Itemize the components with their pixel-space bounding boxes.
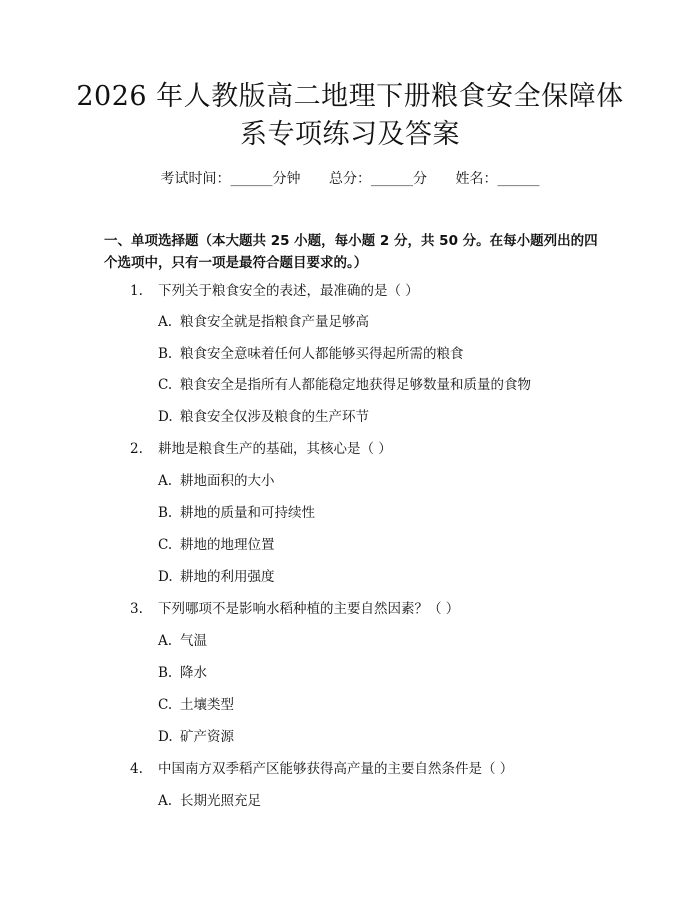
option-letter: A. xyxy=(158,314,173,330)
question-2-option-c xyxy=(158,536,275,554)
option-letter: D. xyxy=(158,569,173,585)
option-letter: B. xyxy=(158,665,173,681)
option-text: 粮食安全是指所有人都能稳定地获得足够数量和质量的食物 xyxy=(180,377,531,393)
question-text: 下列关于粮食安全的表述，最准确的是（ ） xyxy=(158,283,419,299)
option-text: 耕地的质量和可持续性 xyxy=(180,505,315,521)
student-name-field: 姓名：______ xyxy=(455,171,540,187)
question-3-option-a xyxy=(158,632,207,650)
question-number: 1. xyxy=(130,283,143,299)
title-line-1: 2026 年人教版高二地理下册粮食安全保障体 xyxy=(76,81,624,112)
question-1-option-b xyxy=(158,345,464,363)
question-2 xyxy=(130,440,392,458)
section-heading-line-1: 一、单项选择题（本大题共 25 小题，每小题 2 分，共 50 分。在每小题列出的四 xyxy=(104,233,598,249)
option-text: 粮食安全就是指粮食产量足够高 xyxy=(180,314,369,330)
question-number: 2. xyxy=(130,441,143,457)
option-text: 降水 xyxy=(180,665,207,681)
question-3-option-c xyxy=(158,696,234,714)
option-text: 粮食安全仅涉及粮食的生产环节 xyxy=(180,409,369,425)
question-3-option-b xyxy=(158,664,207,682)
option-letter: D. xyxy=(158,409,173,425)
option-letter: C. xyxy=(158,377,173,393)
option-letter: C. xyxy=(158,697,173,713)
option-letter: B. xyxy=(158,505,173,521)
question-2-option-d xyxy=(158,568,275,586)
question-text: 中国南方双季稻产区能够获得高产量的主要自然条件是（ ） xyxy=(158,761,514,777)
exam-time-field: 考试时间：______分钟 xyxy=(160,171,301,187)
question-3-option-d xyxy=(158,728,234,746)
question-text: 下列哪项不是影响水稻种植的主要自然因素？（ ） xyxy=(158,601,460,617)
option-text: 粮食安全意味着任何人都能够买得起所需的粮食 xyxy=(180,346,464,362)
option-letter: B. xyxy=(158,346,173,362)
option-text: 土壤类型 xyxy=(180,697,234,713)
question-2-option-b xyxy=(158,504,315,522)
section-heading xyxy=(104,230,604,274)
question-3 xyxy=(130,600,459,618)
question-1-option-a xyxy=(158,313,369,331)
section-heading-line-2: 个选项中，只有一项是最符合题目要求的。） xyxy=(104,255,368,271)
option-text: 耕地的利用强度 xyxy=(180,569,275,585)
question-1 xyxy=(130,282,419,300)
option-text: 长期光照充足 xyxy=(180,793,261,809)
question-number: 4. xyxy=(130,761,143,777)
option-letter: A. xyxy=(158,793,173,809)
option-text: 气温 xyxy=(180,633,207,649)
question-4 xyxy=(130,760,513,778)
document-title xyxy=(60,78,640,154)
question-1-option-c xyxy=(158,376,531,394)
question-2-option-a xyxy=(158,472,275,490)
total-score-field: 总分：______分 xyxy=(329,171,427,187)
option-text: 矿产资源 xyxy=(180,729,234,745)
option-letter: A. xyxy=(158,633,173,649)
question-1-option-d xyxy=(158,408,369,426)
option-text: 耕地的地理位置 xyxy=(180,537,275,553)
option-text: 耕地面积的大小 xyxy=(180,473,275,489)
title-line-2: 系专项练习及答案 xyxy=(240,119,460,150)
exam-info xyxy=(0,170,700,188)
question-4-option-a xyxy=(158,792,261,810)
option-letter: C. xyxy=(158,537,173,553)
question-text: 耕地是粮食生产的基础，其核心是（ ） xyxy=(158,441,392,457)
question-number: 3. xyxy=(130,601,143,617)
option-letter: D. xyxy=(158,729,173,745)
option-letter: A. xyxy=(158,473,173,489)
